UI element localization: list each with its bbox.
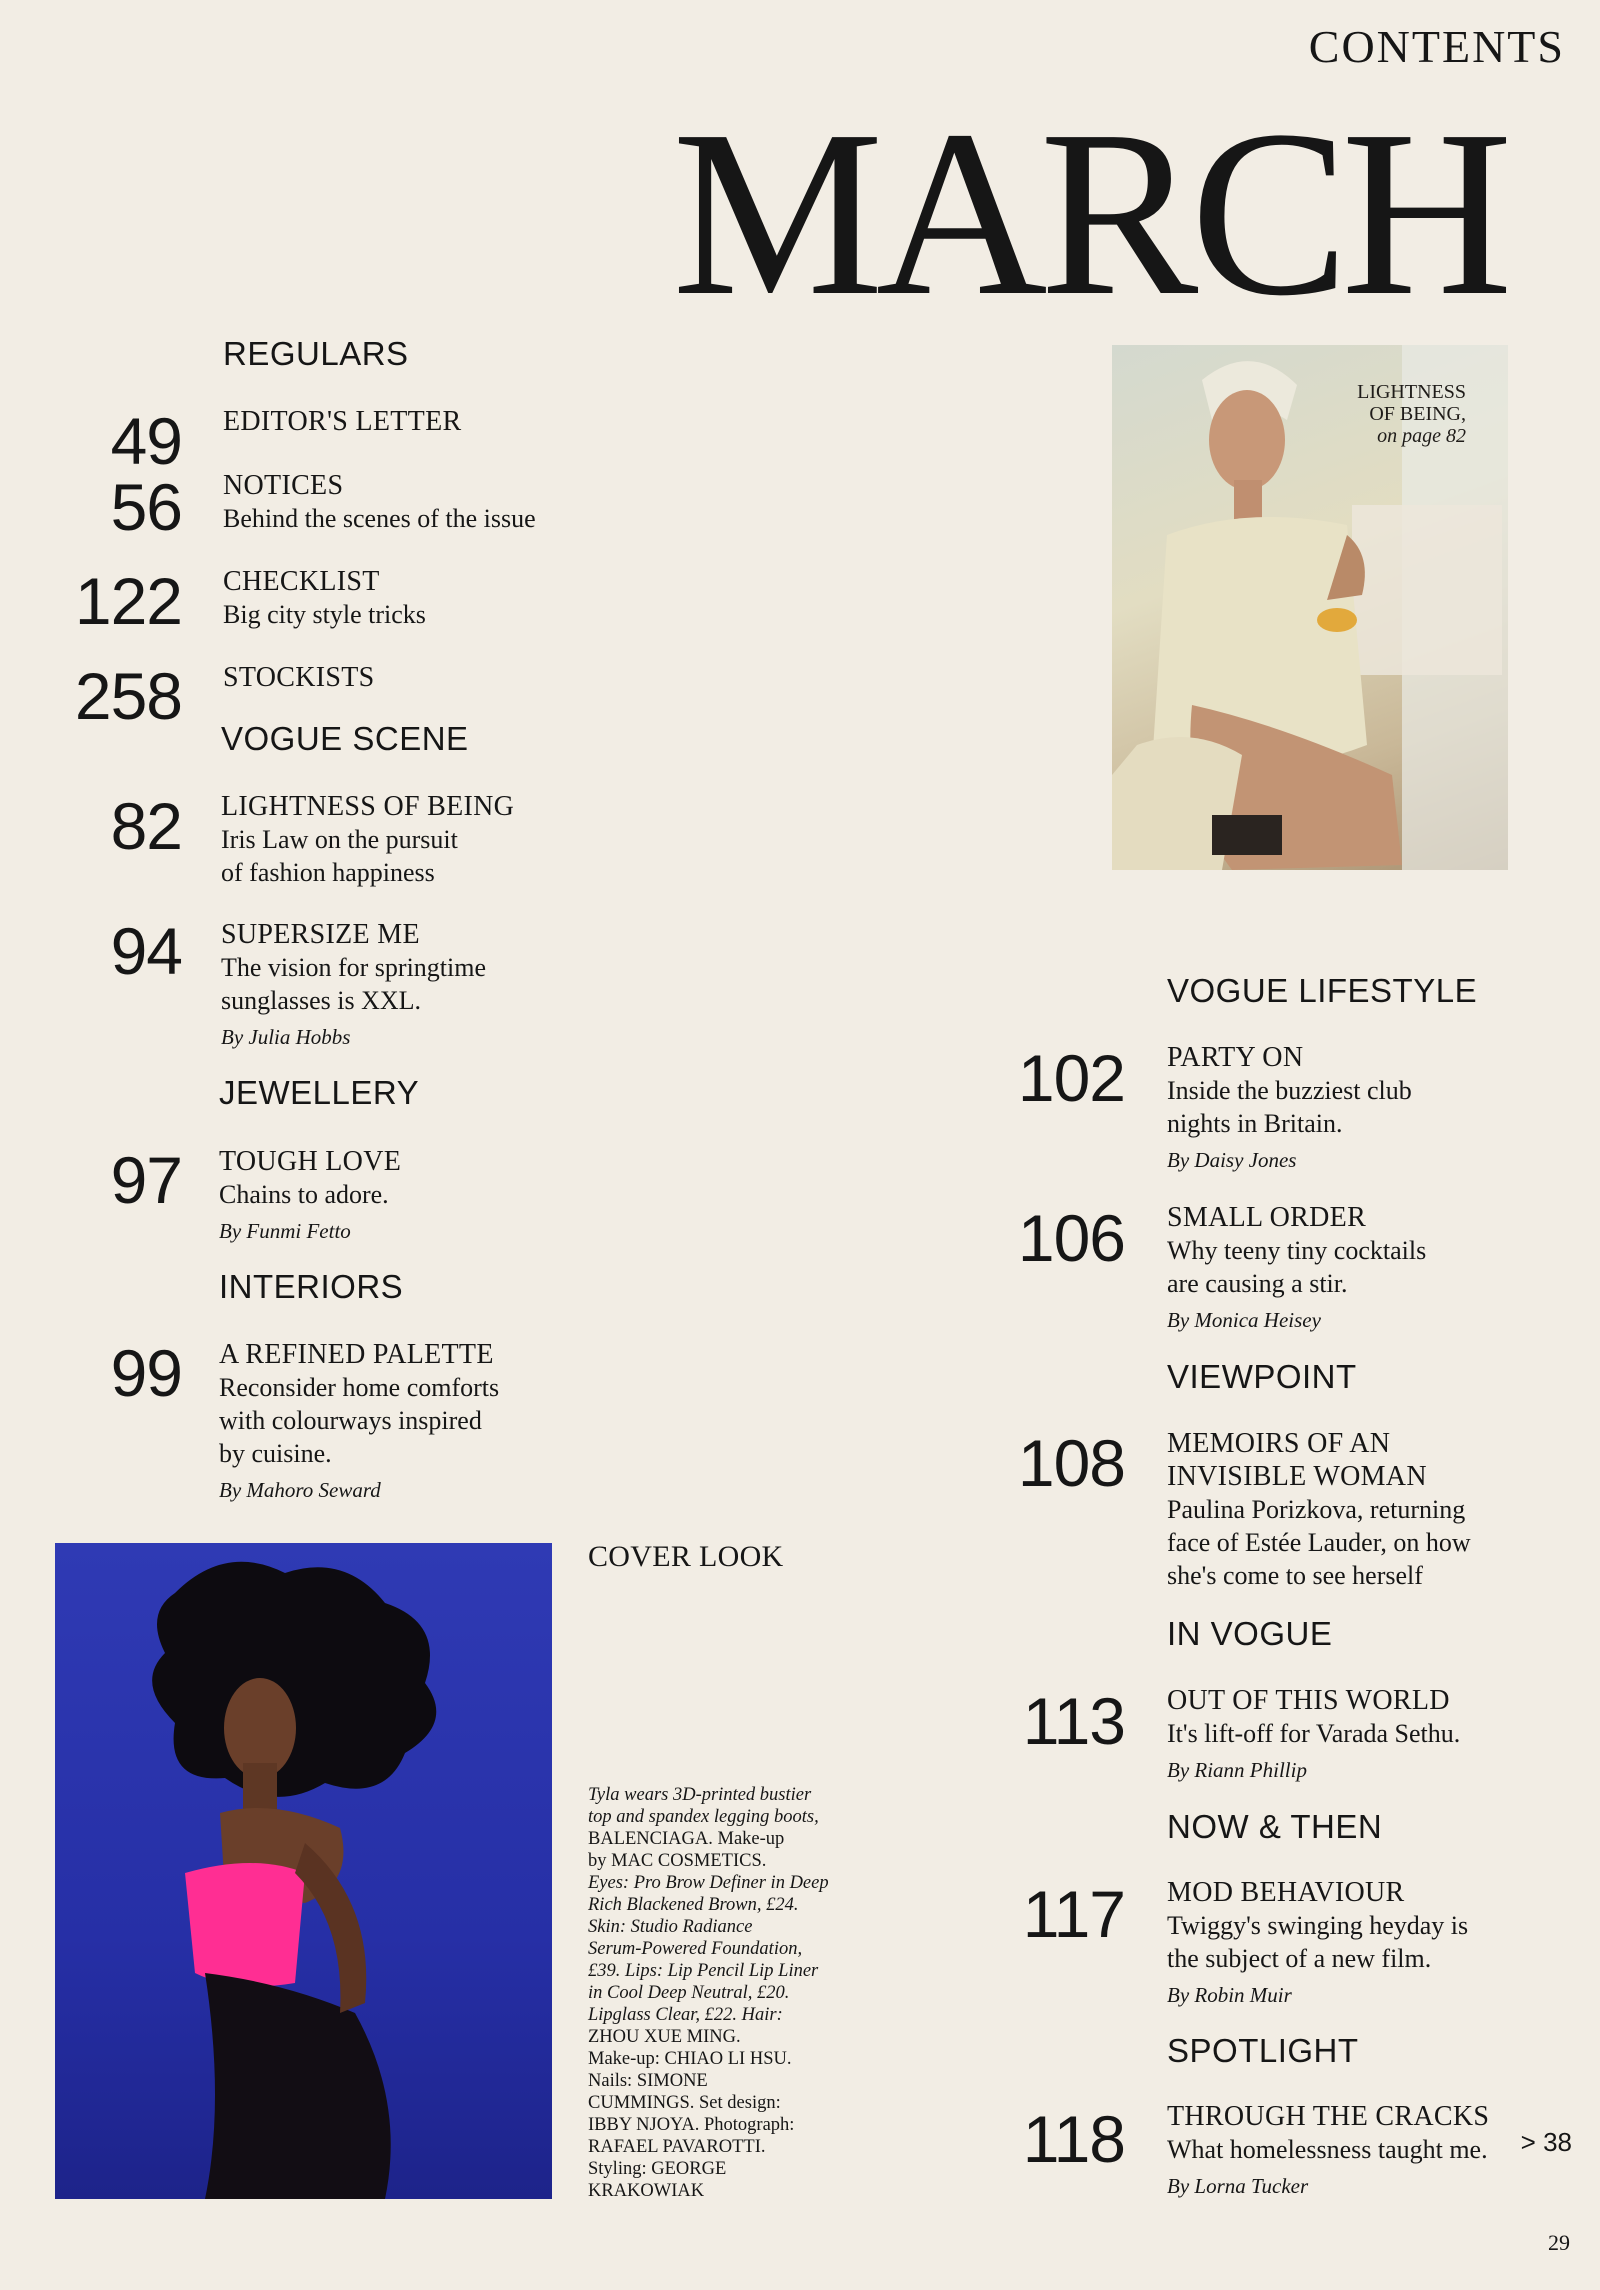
entry-title: STOCKISTS	[223, 662, 375, 693]
entry-description: are causing a stir.	[1167, 1269, 1348, 1298]
entry-byline: By Monica Heisey	[1167, 1308, 1321, 1332]
contents-entry[interactable]	[223, 469, 536, 535]
cover-photo[interactable]	[55, 1543, 552, 2199]
credit-line: Tyla wears 3D-printed bustier	[588, 1785, 812, 1805]
entry-description: It's lift-off for Varada Sethu.	[1167, 1719, 1461, 1748]
entry-title: TOUGH LOVE	[219, 1146, 402, 1177]
entry-description: sunglasses is XXL.	[221, 986, 422, 1015]
entry-title: EDITOR'S LETTER	[223, 406, 462, 437]
contents-entry[interactable]	[221, 918, 486, 1054]
entry-description: with colourways inspired	[219, 1406, 482, 1435]
page-number: 122	[74, 564, 182, 638]
issue-month-title: MARCH	[672, 82, 1505, 345]
credit-line: in Cool Deep Neutral, £20.	[588, 1983, 790, 2003]
credit-line: KRAKOWIAK	[588, 2181, 705, 2201]
entry-title: LIGHTNESS OF BEING	[221, 791, 515, 822]
entry-title: SMALL ORDER	[1167, 1202, 1367, 1233]
entry-description: of fashion happiness	[221, 858, 435, 887]
section-in-vogue: IN VOGUE	[1167, 1615, 1333, 1652]
page-number: 99	[110, 1336, 182, 1410]
entry-description: Twiggy's swinging heyday is	[1167, 1911, 1469, 1940]
page-number: 102	[1017, 1041, 1125, 1115]
entry-description: The vision for springtime	[221, 953, 487, 982]
page-number: 82	[110, 789, 182, 863]
page-number: 118	[1022, 2102, 1125, 2176]
contents-entry[interactable]	[219, 1145, 401, 1248]
credit-line: Rich Blackened Brown, £24.	[588, 1895, 799, 1915]
entry-title: PARTY ON	[1167, 1042, 1304, 1073]
caption-line: OF BEING,	[1369, 403, 1466, 425]
entry-title: MEMOIRS OF AN	[1167, 1428, 1391, 1459]
contents-entry[interactable]	[1167, 1201, 1426, 1337]
entry-byline: By Mahoro Seward	[219, 1478, 381, 1502]
credit-line: Eyes: Pro Brow Definer in Deep	[588, 1873, 829, 1893]
caption-line: LIGHTNESS	[1357, 381, 1466, 403]
credit-line: Lipglass Clear, £22. Hair:	[588, 2005, 783, 2025]
entry-title: MOD BEHAVIOUR	[1167, 1877, 1405, 1908]
entry-description: she's come to see herself	[1167, 1561, 1423, 1590]
entry-description: Chains to adore.	[219, 1180, 389, 1209]
entry-title: NOTICES	[223, 470, 344, 501]
page-number: 94	[110, 914, 182, 988]
entry-title: A REFINED PALETTE	[219, 1339, 494, 1370]
entry-byline: By Robin Muir	[1167, 1983, 1292, 2007]
entry-description: Inside the buzziest club	[1167, 1076, 1412, 1105]
section-vogue-lifestyle: VOGUE LIFESTYLE	[1167, 972, 1478, 1009]
continued-link[interactable]: > 38	[1520, 2127, 1572, 2157]
credit-line: ZHOU XUE MING.	[588, 2027, 741, 2047]
entry-description: the subject of a new film.	[1167, 1944, 1432, 1973]
section-vogue-scene: VOGUE SCENE	[221, 720, 469, 757]
credit-line: CUMMINGS. Set design:	[588, 2093, 781, 2113]
credit-line: Styling: GEORGE	[588, 2159, 727, 2179]
entry-description: Behind the scenes of the issue	[223, 504, 536, 533]
credit-line: Serum-Powered Foundation,	[588, 1939, 803, 1959]
contents-entry[interactable]	[223, 405, 461, 438]
feature-photo[interactable]	[1112, 345, 1508, 870]
contents-entry[interactable]	[219, 1338, 499, 1507]
entry-description: What homelessness taught me.	[1167, 2135, 1488, 2164]
page-number: 117	[1022, 1877, 1125, 1951]
entry-byline: By Julia Hobbs	[221, 1025, 351, 1049]
entry-description: Iris Law on the pursuit	[221, 825, 458, 854]
credit-line: by MAC COSMETICS.	[588, 1851, 767, 1871]
page-number: 56	[110, 470, 182, 544]
entry-description: face of Estée Lauder, on how	[1167, 1528, 1471, 1557]
entry-title: SUPERSIZE ME	[221, 919, 420, 950]
credit-line: £39. Lips: Lip Pencil Lip Liner	[588, 1961, 819, 1981]
credit-line: Skin: Studio Radiance	[588, 1917, 753, 1937]
contents-entry[interactable]	[1167, 1041, 1412, 1177]
entry-byline: By Daisy Jones	[1167, 1148, 1297, 1172]
section-spotlight: SPOTLIGHT	[1167, 2032, 1359, 2069]
entry-title: OUT OF THIS WORLD	[1167, 1685, 1450, 1716]
page-number: 97	[110, 1143, 182, 1217]
contents-entry[interactable]	[1167, 1876, 1468, 2012]
entry-description: Big city style tricks	[223, 600, 426, 629]
contents-entry[interactable]	[221, 790, 514, 889]
section-interiors: INTERIORS	[219, 1268, 404, 1305]
entry-title: INVISIBLE WOMAN	[1167, 1461, 1427, 1492]
section-viewpoint: VIEWPOINT	[1167, 1358, 1357, 1395]
page-number: 49	[110, 404, 182, 478]
credit-line: IBBY NJOYA. Photograph:	[588, 2115, 795, 2135]
entry-byline: By Funmi Fetto	[219, 1219, 351, 1243]
entry-byline: By Lorna Tucker	[1167, 2174, 1309, 2198]
entry-description: nights in Britain.	[1167, 1109, 1343, 1138]
credit-line: BALENCIAGA. Make-up	[588, 1829, 785, 1849]
contents-entry[interactable]	[223, 661, 375, 694]
page-number: 106	[1017, 1201, 1125, 1275]
section-jewellery: JEWELLERY	[219, 1074, 420, 1111]
contents-label: CONTENTS	[1308, 21, 1565, 72]
page-number: 113	[1022, 1684, 1125, 1758]
folio-page-number: 29	[1548, 2230, 1570, 2255]
entry-description: Paulina Porizkova, returning	[1167, 1495, 1466, 1524]
caption-line: on page 82	[1377, 425, 1466, 447]
photo-caption	[1357, 381, 1466, 447]
entry-title: THROUGH THE CRACKS	[1167, 2101, 1490, 2132]
contents-entry[interactable]	[223, 565, 426, 631]
credit-line: Nails: SIMONE	[588, 2071, 708, 2091]
contents-entry[interactable]	[1167, 1427, 1471, 1592]
entry-description: Why teeny tiny cocktails	[1167, 1236, 1427, 1265]
entry-byline: By Riann Phillip	[1167, 1758, 1307, 1782]
credit-line: top and spandex legging boots,	[588, 1807, 819, 1827]
section-now-then: NOW & THEN	[1167, 1808, 1383, 1845]
section-regulars: REGULARS	[223, 335, 409, 372]
contents-entry[interactable]	[1167, 2100, 1489, 2203]
credit-line: RAFAEL PAVAROTTI.	[588, 2137, 766, 2157]
cover-credits	[588, 1784, 848, 2202]
entry-description: Reconsider home comforts	[219, 1373, 500, 1402]
credit-line: Make-up: CHIAO LI HSU.	[588, 2049, 792, 2069]
cover-model-illustration	[55, 1543, 552, 2199]
page-number: 108	[1017, 1426, 1125, 1500]
entry-description: by cuisine.	[219, 1439, 332, 1468]
page-number: 258	[74, 659, 182, 733]
contents-entry[interactable]	[1167, 1684, 1460, 1787]
cover-look-heading: COVER LOOK	[588, 1540, 784, 1573]
entry-title: CHECKLIST	[223, 566, 380, 597]
